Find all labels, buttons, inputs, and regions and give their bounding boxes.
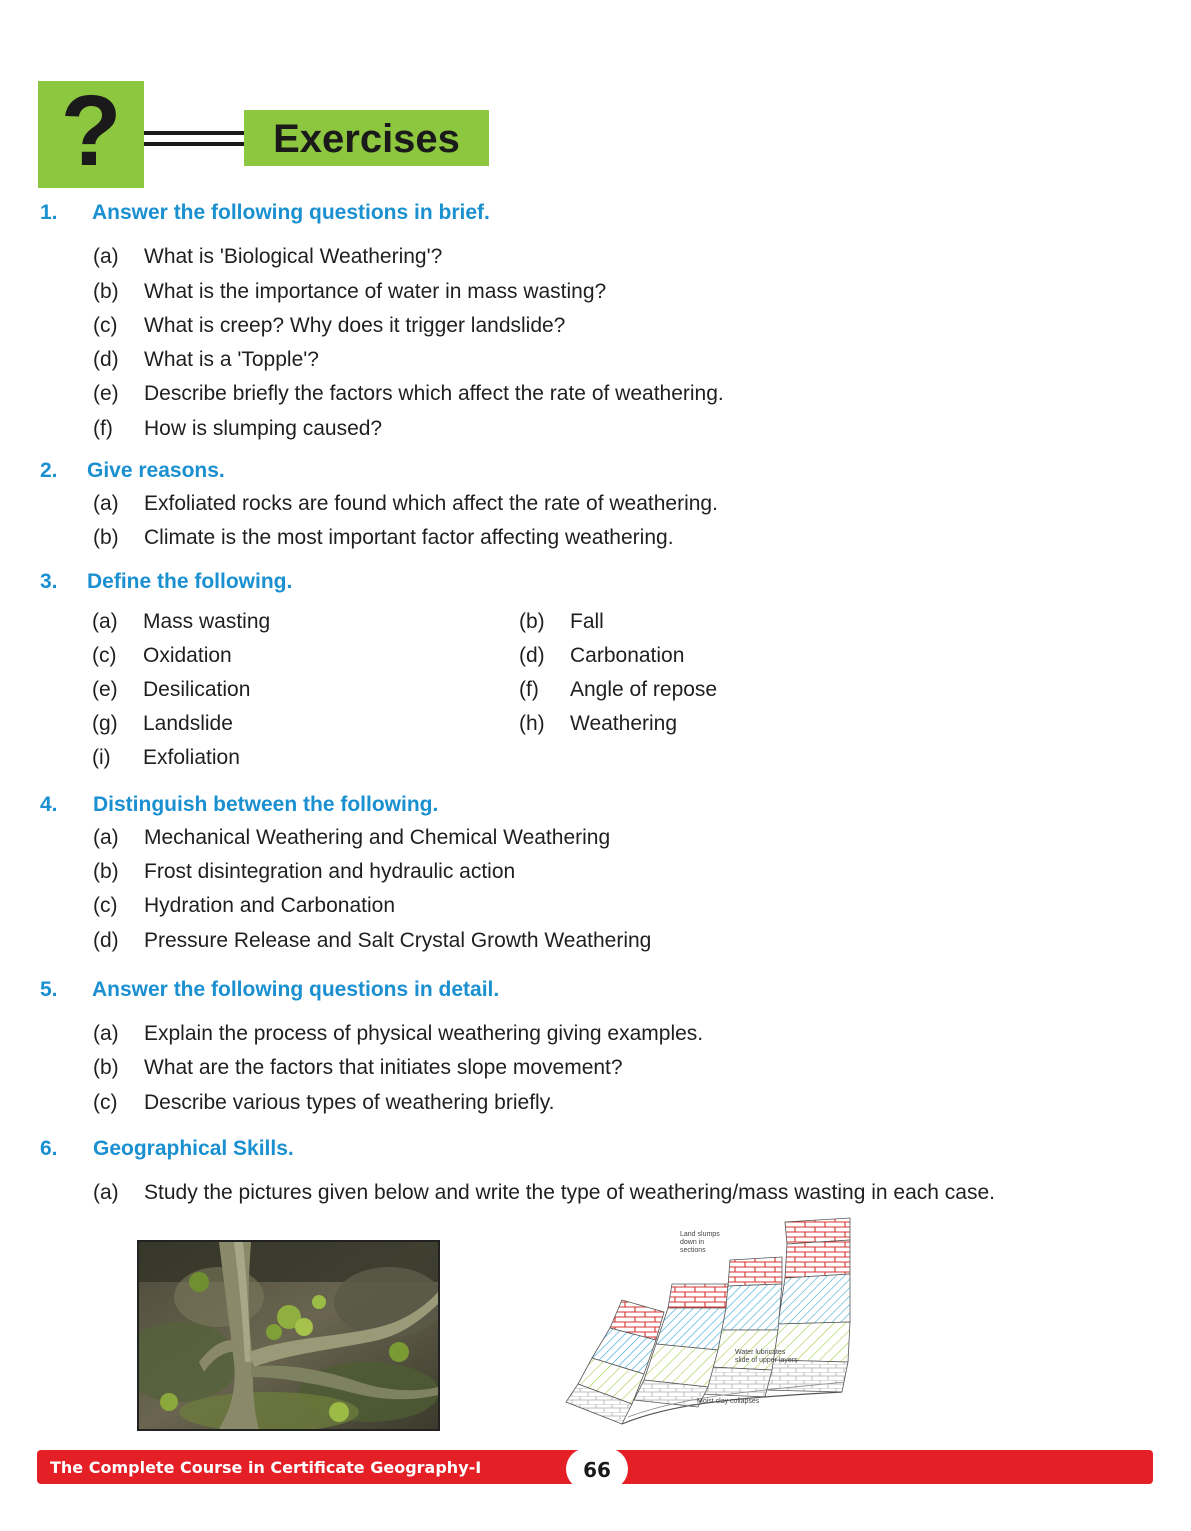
item-label: (f) <box>519 678 539 701</box>
section-number: 2. <box>40 459 58 482</box>
item-label: (c) <box>93 314 118 337</box>
item-label: (c) <box>92 644 117 667</box>
item-text: Hydration and Carbonation <box>144 894 395 917</box>
diagram-block <box>728 1257 782 1286</box>
item-label: (d) <box>519 644 545 667</box>
item-text: What are the factors that initiates slope movement? <box>144 1056 623 1079</box>
item-label: (b) <box>93 526 119 549</box>
item-text: Describe various types of weathering briefly. <box>144 1091 555 1114</box>
item-text: Angle of repose <box>570 678 718 701</box>
section-title: Give reasons. <box>87 459 225 482</box>
section-number: 5. <box>40 978 58 1001</box>
item-label: (c) <box>93 894 118 917</box>
item-text: Exfoliation <box>143 746 240 769</box>
book-title: The Complete Course in Certificate Geography-I <box>50 1458 482 1477</box>
diagram-label: Moist clay collapses <box>697 1398 760 1405</box>
item-text: Mechanical Weathering and Chemical Weathering <box>144 826 611 849</box>
item-label: (d) <box>93 348 119 371</box>
item-text: How is slumping caused? <box>144 417 383 440</box>
item-text: Weathering <box>570 712 678 735</box>
item-label: (a) <box>93 492 119 515</box>
diagram-block <box>778 1274 850 1324</box>
section-title: Geographical Skills. <box>93 1137 294 1160</box>
item-text: Fall <box>570 610 604 633</box>
diagram-label: Land slumps <box>680 1231 720 1238</box>
item-text: Carbonation <box>570 644 685 667</box>
section-number: 6. <box>40 1137 58 1160</box>
slump-diagram <box>560 1212 860 1427</box>
item-text: What is creep? Why does it trigger landslide? <box>144 314 566 337</box>
item-text: Describe briefly the factors which affect the rate of weathering. <box>144 382 724 405</box>
section-number: 3. <box>40 570 58 593</box>
item-text: Study the pictures given below and write the type of weathering/mass wasting in each case. <box>144 1181 995 1204</box>
item-text: Pressure Release and Salt Crystal Growth Weathering <box>144 929 652 952</box>
item-text: Desilication <box>143 678 251 701</box>
diagram-label: Water lubricates <box>735 1349 786 1356</box>
item-label: (b) <box>93 860 119 883</box>
item-text: Frost disintegration and hydraulic action <box>144 860 516 883</box>
item-text: Explain the process of physical weathering giving examples. <box>144 1022 704 1045</box>
diagram-block <box>772 1322 850 1362</box>
item-text: What is a 'Topple'? <box>144 348 319 371</box>
item-label: (b) <box>519 610 545 633</box>
diagram-label: down in <box>680 1239 705 1246</box>
page-number: 66 <box>566 1448 628 1490</box>
item-label: (e) <box>92 678 118 701</box>
item-label: (b) <box>93 1056 119 1079</box>
question-mark-icon: ? <box>60 75 122 187</box>
diagram-block <box>785 1218 850 1244</box>
item-text: Mass wasting <box>143 610 271 633</box>
section-title: Answer the following questions in detail. <box>92 978 500 1001</box>
item-label: (a) <box>93 1181 119 1204</box>
diagram-block <box>668 1284 728 1308</box>
item-label: (f) <box>93 417 113 440</box>
item-label: (a) <box>93 826 119 849</box>
item-label: (a) <box>93 1022 119 1045</box>
section-number: 4. <box>40 793 58 816</box>
item-label: (b) <box>93 280 119 303</box>
diagram-block <box>656 1308 726 1350</box>
item-text: Climate is the most important factor affecting weathering. <box>144 526 674 549</box>
item-text: What is 'Biological Weathering'? <box>144 245 443 268</box>
item-text: Exfoliated rocks are found which affect the rate of weathering. <box>144 492 718 515</box>
section-number: 1. <box>40 201 58 224</box>
item-label: (i) <box>92 746 111 769</box>
diagram-label: slide of upper layers <box>735 1357 798 1364</box>
item-label: (g) <box>92 712 118 735</box>
item-label: (e) <box>93 382 119 405</box>
item-text: What is the importance of water in mass wasting? <box>144 280 607 303</box>
header-rule-top <box>144 131 244 135</box>
diagram-label: sections <box>680 1247 706 1254</box>
item-label: (h) <box>519 712 545 735</box>
diagram-block <box>765 1360 848 1392</box>
tree-roots-photo <box>137 1240 440 1431</box>
diagram-block <box>720 1284 782 1330</box>
diagram-block <box>644 1344 718 1387</box>
item-label: (a) <box>93 245 119 268</box>
item-label: (c) <box>93 1091 118 1114</box>
item-label: (a) <box>92 610 118 633</box>
item-text: Oxidation <box>143 644 232 667</box>
section-title: Answer the following questions in brief. <box>92 201 490 224</box>
section-title: Distinguish between the following. <box>93 793 439 816</box>
item-label: (d) <box>93 929 119 952</box>
header-rule-bottom <box>144 142 244 146</box>
diagram-block <box>785 1240 850 1278</box>
item-text: Landslide <box>143 712 233 735</box>
photo-illustration <box>139 1242 438 1429</box>
page-title: Exercises <box>273 117 460 161</box>
section-title: Define the following. <box>87 570 293 593</box>
